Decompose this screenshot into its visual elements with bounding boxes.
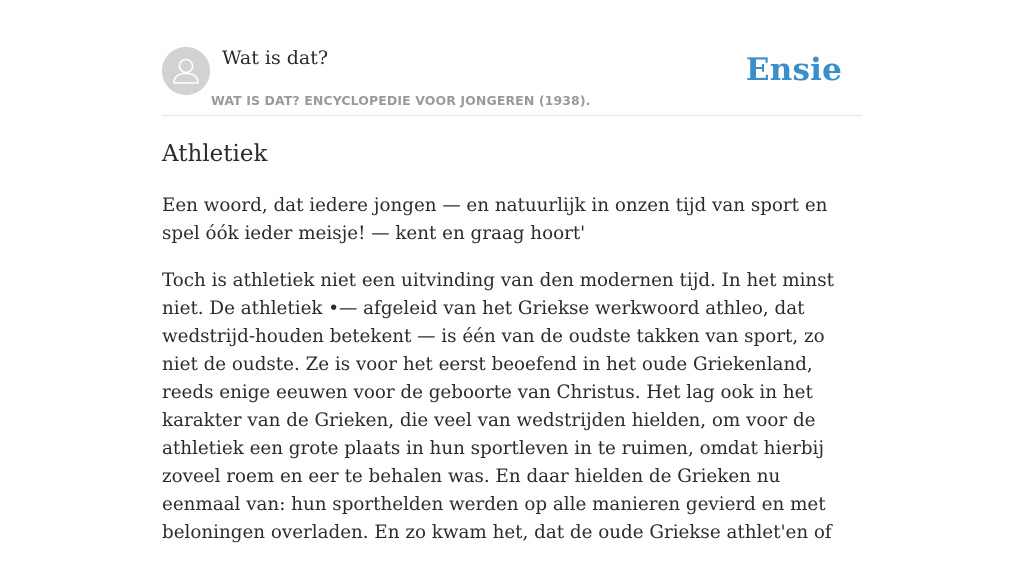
page xyxy=(162,0,862,543)
article-title: Athletiek xyxy=(162,141,268,167)
article-body xyxy=(162,192,862,566)
source-header xyxy=(162,0,862,116)
ensie-logo[interactable]: Ensie xyxy=(745,52,842,88)
user-icon-graphic xyxy=(162,47,210,95)
source-subtitle[interactable]: WAT IS DAT? ENCYCLOPEDIE VOOR JONGEREN (1938). xyxy=(211,93,591,108)
user-icon[interactable] xyxy=(162,47,210,95)
source-title[interactable]: Wat is dat? xyxy=(222,47,329,69)
article-paragraph: Een woord, dat iedere jongen — en natuurlijk in onzen tijd van sport en spel óók ieder meisje! — kent en graag hoort' xyxy=(162,195,828,244)
article-paragraph: Toch is athletiek niet een uitvinding van den modernen tijd. In het minst niet. De athletiek •— afgeleid van het Griekse werkwoord athleo, dat wedstrijd-houden betekent — is één van de oudste takken van sport, zo niet de oudste. Ze is voor het eerst beoefend in het oude Griekenland, reeds enige eeuwen voor de geboorte van Christus. Het lag ook in het karakter van de Grieken, die veel van wedstrijden hielden, om voor de athletiek een grote plaats in hun sportleven in te ruimen, omdat hierbij zoveel roem en eer te behalen was. En daar hielden de Grieken nu eenmaal van: hun sporthelden werden op alle manieren gevierd en met beloningen overladen. En zo kwam het, dat de oude Griekse athlet'en of xyxy=(162,270,834,543)
